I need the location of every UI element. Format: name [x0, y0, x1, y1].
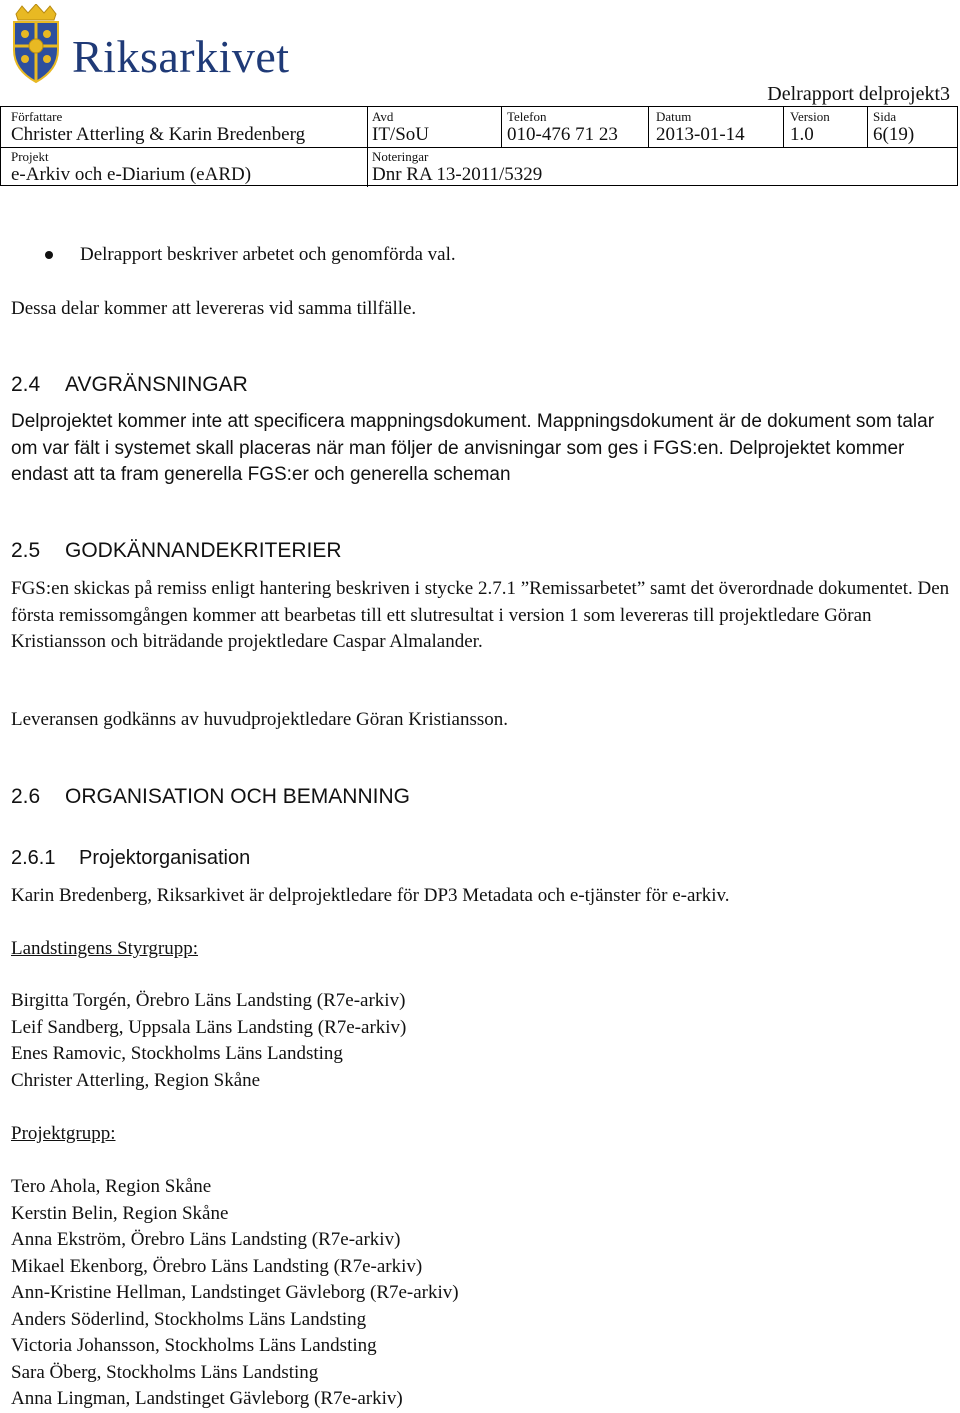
steering-group-list	[11, 988, 406, 1094]
author-cell	[11, 110, 305, 146]
riksarkivet-logo	[8, 4, 308, 84]
bullet-icon	[45, 251, 53, 259]
section-title: AVGRÄNSNINGAR	[65, 373, 248, 396]
date-cell	[656, 110, 745, 146]
list-item: Birgitta Torgén, Örebro Läns Landsting (R7e-arkiv)	[11, 990, 406, 1011]
list-item: Christer Atterling, Region Skåne	[11, 1069, 261, 1091]
notes-label: Noteringar	[372, 149, 429, 164]
author-value: Christer Atterling & Karin Bredenberg	[11, 124, 306, 145]
page-cell	[873, 110, 914, 146]
section-2-4-heading	[11, 372, 248, 398]
section-2-6-1-text: Karin Bredenberg, Riksarkivet är delprojektledare för DP3 Metadata och e-tjänster för e-arkiv.	[11, 885, 730, 906]
section-2-5-text: FGS:en skickas på remiss enligt hantering beskriven i stycke 2.7.1 ”Remissarbetet” samt det överordnade dokumentet. Den första remissomgången kommer att bearbetas till ett slutresultat i version 1 som levereras till projektledare Göran Kristiansson och biträdande projektledare Caspar Almalander.	[11, 578, 950, 652]
department-cell	[372, 110, 429, 146]
document-header-table	[0, 106, 958, 186]
page-label: Sida	[873, 109, 897, 124]
list-item: Anna Lingman, Landstinget Gävleborg (R7e-arkiv)	[11, 1388, 403, 1409]
section-number: 2.5	[11, 539, 41, 562]
page-value: 6(19)	[873, 124, 915, 145]
list-item: Sara Öberg, Stockholms Läns Landsting	[11, 1361, 319, 1383]
steering-group-heading: Landstingens Styrgrupp:	[11, 938, 199, 959]
date-label: Datum	[656, 109, 692, 124]
phone-value: 010-476 71 23	[507, 124, 618, 145]
section-title: ORGANISATION OCH BEMANNING	[65, 785, 410, 808]
date-value: 2013-01-14	[656, 124, 745, 145]
author-label: Författare	[11, 109, 63, 124]
list-item: Leif Sandberg, Uppsala Läns Landsting (R7e-arkiv)	[11, 1016, 407, 1038]
section-2-6-1-heading	[11, 845, 250, 871]
list-item: Kerstin Belin, Region Skåne	[11, 1202, 229, 1224]
section-2-6-heading	[11, 784, 410, 810]
project-group-list	[11, 1174, 459, 1413]
section-2-5-approval: Leveransen godkänns av huvudprojektledare Göran Kristiansson.	[11, 709, 509, 730]
phone-cell	[507, 110, 618, 146]
document-title: Delrapport delprojekt3	[767, 83, 950, 105]
section-title: GODKÄNNANDEKRITERIER	[65, 539, 342, 562]
project-value: e-Arkiv och e-Diarium (eARD)	[11, 164, 252, 185]
section-number: 2.6	[11, 785, 41, 808]
version-label: Version	[790, 109, 830, 124]
section-number: 2.4	[11, 373, 41, 396]
project-cell	[11, 150, 251, 186]
logo-wordmark: Riksarkivet	[72, 31, 290, 82]
version-cell	[790, 110, 830, 146]
department-label: Avd	[372, 109, 394, 124]
crest-icon	[8, 4, 64, 84]
section-2-5-heading	[11, 538, 342, 564]
list-item: Tero Ahola, Region Skåne	[11, 1176, 212, 1197]
version-value: 1.0	[790, 124, 814, 145]
list-item: Anna Ekström, Örebro Läns Landsting (R7e-arkiv)	[11, 1229, 401, 1250]
project-group-heading: Projektgrupp:	[11, 1123, 116, 1144]
list-item: Enes Ramovic, Stockholms Läns Landsting	[11, 1043, 343, 1064]
delivery-paragraph: Dessa delar kommer att levereras vid samma tillfälle.	[11, 298, 417, 319]
bullet-item: Delrapport beskriver arbetet och genomförda val.	[80, 244, 456, 265]
section-2-4-text: Delprojektet kommer inte att specificera mappningsdokument. Mappningsdokument är de dokument som talar om var fält i systemet skall placeras när man följer de anvisningar som ges i FGS:en. Delprojektet kommer endast att ta fram generella FGS:er och generella scheman	[11, 411, 935, 485]
notes-cell	[372, 150, 542, 186]
notes-value: Dnr RA 13-2011/5329	[372, 164, 543, 185]
list-item: Ann-Kristine Hellman, Landstinget Gävleborg (R7e-arkiv)	[11, 1282, 459, 1303]
project-label: Projekt	[11, 149, 49, 164]
phone-label: Telefon	[507, 109, 547, 124]
section-title: Projektorganisation	[79, 847, 251, 869]
list-item: Anders Söderlind, Stockholms Läns Landsting	[11, 1308, 367, 1330]
section-number: 2.6.1	[11, 847, 56, 869]
department-value: IT/SoU	[372, 124, 429, 145]
list-item: Mikael Ekenborg, Örebro Läns Landsting (R7e-arkiv)	[11, 1255, 423, 1277]
list-item: Victoria Johansson, Stockholms Läns Landsting	[11, 1335, 377, 1356]
